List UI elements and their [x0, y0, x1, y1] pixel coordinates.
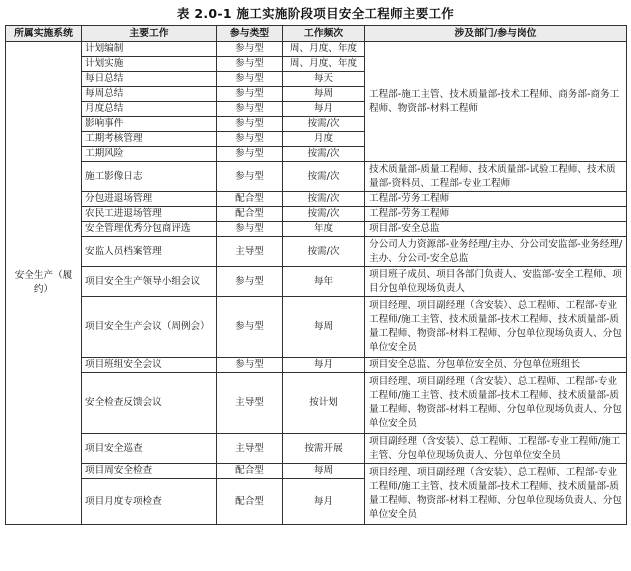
type-cell: 主导型	[217, 237, 283, 267]
type-cell: 配合型	[217, 207, 283, 222]
work-cell: 影响事件	[82, 117, 217, 132]
freq-cell: 按计划	[283, 373, 365, 434]
work-cell: 计划编制	[82, 42, 217, 57]
work-cell: 项目周安全检查	[82, 464, 217, 479]
type-cell: 参与型	[217, 102, 283, 117]
freq-cell: 年度	[283, 222, 365, 237]
table-row	[6, 42, 627, 57]
work-cell: 项目安全巡查	[82, 434, 217, 464]
freq-cell: 按需/次	[283, 207, 365, 222]
table-caption: 表 2.0-1 施工实施阶段项目安全工程师主要工作	[176, 6, 455, 21]
work-cell: 施工影像日志	[82, 162, 217, 192]
table-row	[6, 162, 627, 192]
work-cell: 每周总结	[82, 87, 217, 102]
dept-cell: 项目安全总监、分包单位安全员、分包单位班组长	[365, 358, 627, 373]
type-cell: 参与型	[217, 162, 283, 192]
table-row	[6, 434, 627, 464]
table-row	[6, 358, 627, 373]
freq-cell: 按需/次	[283, 147, 365, 162]
type-cell: 参与型	[217, 297, 283, 358]
type-cell: 参与型	[217, 358, 283, 373]
dept-cell: 项目经理、项目副经理（含安装）、总工程师、工程部-专业工程师/施工主管、技术质量部-技术工程师、技术质量部-质量工程师、物资部-材料工程师、分包单位现场负责人、分包单位安全员	[365, 297, 627, 358]
type-cell: 配合型	[217, 464, 283, 479]
type-cell: 参与型	[217, 117, 283, 132]
dept-cell: 技术质量部-质量工程师、技术质量部-试验工程师、技术质量部-资料员、工程部-专业工程师	[365, 162, 627, 192]
type-cell: 配合型	[217, 192, 283, 207]
system-cell: 安全生产（履约）	[6, 42, 82, 525]
header-departments: 涉及部门/参与岗位	[365, 26, 627, 42]
table-row	[6, 267, 627, 297]
work-table	[5, 25, 627, 525]
table-row	[6, 373, 627, 434]
work-cell: 工期风险	[82, 147, 217, 162]
table-row	[6, 222, 627, 237]
freq-cell: 每月	[283, 358, 365, 373]
freq-cell: 月度	[283, 132, 365, 147]
freq-cell: 按需开展	[283, 434, 365, 464]
header-row	[6, 26, 627, 42]
type-cell: 参与型	[217, 42, 283, 57]
header-system: 所属实施系统	[6, 26, 82, 42]
freq-cell: 按需/次	[283, 162, 365, 192]
header-frequency: 工作频次	[283, 26, 365, 42]
work-cell: 每日总结	[82, 72, 217, 87]
table-row	[6, 192, 627, 207]
dept-cell: 分公司人力资源部-业务经理/主办、分公司安监部-业务经理/主办、分公司-安全总监	[365, 237, 627, 267]
type-cell: 参与型	[217, 147, 283, 162]
type-cell: 参与型	[217, 132, 283, 147]
type-cell: 参与型	[217, 57, 283, 72]
dept-cell: 工程部-劳务工程师	[365, 192, 627, 207]
freq-cell: 每年	[283, 267, 365, 297]
type-cell: 配合型	[217, 479, 283, 525]
freq-cell: 每天	[283, 72, 365, 87]
work-cell: 农民工进退场管理	[82, 207, 217, 222]
work-cell: 安全检查反馈会议	[82, 373, 217, 434]
freq-cell: 按需/次	[283, 117, 365, 132]
type-cell: 主导型	[217, 373, 283, 434]
freq-cell: 按需/次	[283, 192, 365, 207]
type-cell: 参与型	[217, 72, 283, 87]
work-cell: 项目月度专项检查	[82, 479, 217, 525]
work-cell: 月度总结	[82, 102, 217, 117]
dept-cell: 工程部-劳务工程师	[365, 207, 627, 222]
freq-cell: 每周	[283, 464, 365, 479]
dept-cell: 项目副经理（含安装）、总工程师、工程部-专业工程师/施工主管、分包单位现场负责人、分包单位安全员	[365, 434, 627, 464]
work-cell: 项目安全生产领导小组会议	[82, 267, 217, 297]
freq-cell: 周、月度、年度	[283, 57, 365, 72]
work-cell: 项目安全生产会议（周例会）	[82, 297, 217, 358]
work-cell: 安监人员档案管理	[82, 237, 217, 267]
dept-cell: 项目部-安全总监	[365, 222, 627, 237]
type-cell: 参与型	[217, 87, 283, 102]
header-work: 主要工作	[82, 26, 217, 42]
table-row	[6, 297, 627, 358]
freq-cell: 每月	[283, 102, 365, 117]
type-cell: 主导型	[217, 434, 283, 464]
table-row	[6, 237, 627, 267]
type-cell: 参与型	[217, 222, 283, 237]
table-row	[6, 464, 627, 479]
freq-cell: 每周	[283, 297, 365, 358]
dept-cell-merged: 工程部-施工主管、技术质量部-技术工程师、商务部-商务工程师、物资部-材料工程师	[365, 42, 627, 162]
dept-cell: 项目经理、项目副经理（含安装）、总工程师、工程部-专业工程师/施工主管、技术质量部-技术工程师、技术质量部-质量工程师、物资部-材料工程师、分包单位现场负责人、分包单位安全员	[365, 373, 627, 434]
table-row	[6, 207, 627, 222]
work-cell: 分包进退场管理	[82, 192, 217, 207]
work-cell: 工期考核管理	[82, 132, 217, 147]
dept-cell: 项目班子成员、项目各部门负责人、安监部-安全工程师、项目分包单位现场负责人	[365, 267, 627, 297]
freq-cell: 按需/次	[283, 237, 365, 267]
freq-cell: 每月	[283, 479, 365, 525]
type-cell: 参与型	[217, 267, 283, 297]
work-cell: 安全管理优秀分包商评选	[82, 222, 217, 237]
work-cell: 项目班组安全会议	[82, 358, 217, 373]
freq-cell: 每周	[283, 87, 365, 102]
dept-cell-merged: 项目经理、项目副经理（含安装）、总工程师、工程部-专业工程师/施工主管、技术质量部-技术工程师、技术质量部-质量工程师、物资部-材料工程师、分包单位现场负责人、分包单位安全员	[365, 464, 627, 525]
freq-cell: 周、月度、年度	[283, 42, 365, 57]
work-cell: 计划实施	[82, 57, 217, 72]
header-type: 参与类型	[217, 26, 283, 42]
